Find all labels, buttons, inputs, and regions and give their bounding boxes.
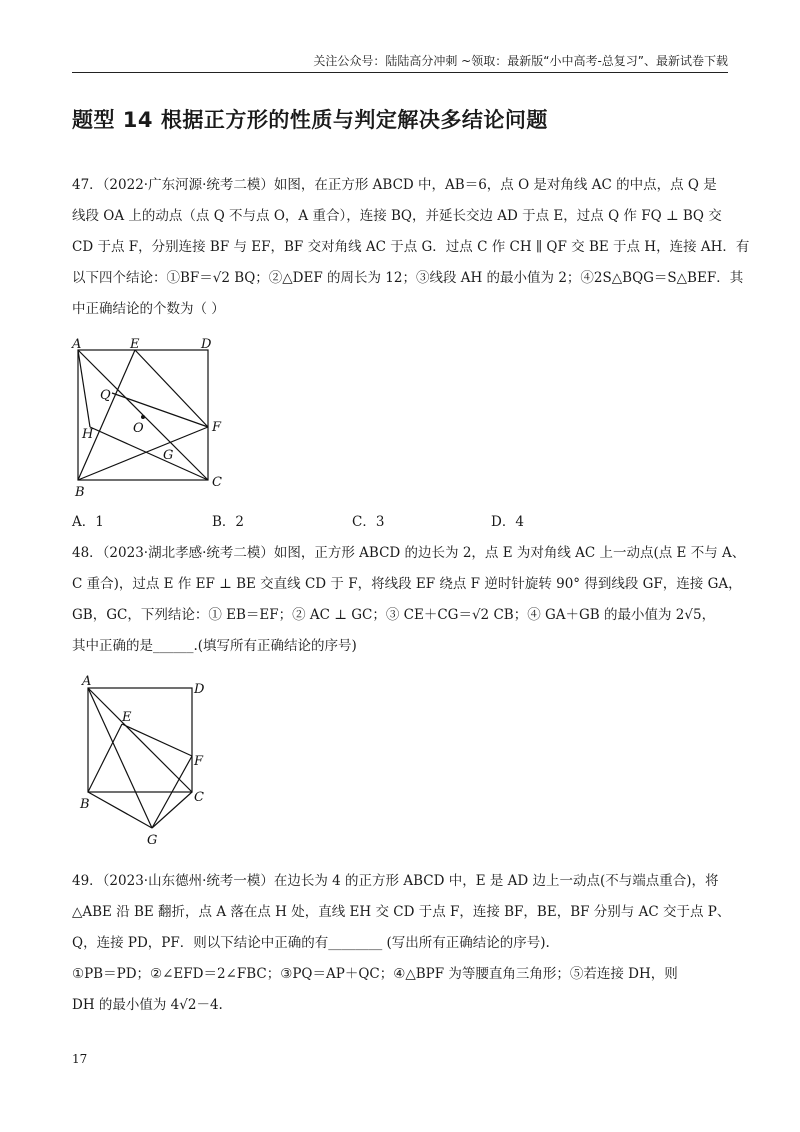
q47-label-f: F: [212, 420, 222, 435]
q48-line-4: 其中正确的是______.(填写所有正确结论的序号): [72, 638, 357, 654]
q47-label-g: G: [163, 448, 174, 463]
q47-line-4: 以下四个结论：①BF＝√2 BQ；②△DEF 的周长为 12；③线段 AH 的最小值为 2；④2S△BQG＝S△BEF．其: [72, 270, 744, 286]
q47-line-1: 47．（2022·广东河源·统考二模）如图，在正方形 ABCD 中，AB＝6，点 O 是对角线 AC 的中点，点 Q 是: [72, 177, 717, 193]
q48-line-1: 48．（2023·湖北孝感·统考二模）如图，正方形 ABCD 的边长为 2，点 E 为对角线 AC 上一动点(点 E 不与 A、: [72, 545, 746, 561]
q49-line-3: Q，连接 PD，PF．则以下结论中正确的有________ (写出所有正确结论的序号).: [72, 935, 550, 951]
q47-label-q: Q: [100, 388, 111, 403]
q48-label-d: D: [194, 682, 205, 697]
question-47: [72, 170, 750, 325]
q48-line-3: GB，GC，下列结论：① EB＝EF；② AC ⊥ GC；③ CE＋CG＝√2 CB；④ GA＋GB 的最小值为 2√5，: [72, 607, 716, 623]
q47-line-5: 中正确结论的个数为（ ）: [72, 301, 225, 317]
q47-label-c: C: [212, 475, 222, 490]
q47-label-e: E: [130, 337, 140, 352]
q47-option-d: D．4: [491, 514, 524, 530]
q47-figure: [62, 330, 252, 505]
q47-center-point: [141, 415, 145, 419]
q48-label-f: F: [194, 754, 204, 769]
q47-option-a: A．1: [72, 514, 104, 530]
q47-line-3: CD 于点 F，分别连接 BF 与 EF，BF 交对角线 AC 于点 G．过点 C 作 CH ∥ QF 交 BE 于点 H，连接 AH．有: [72, 239, 750, 255]
question-49: [72, 866, 731, 1021]
question-48: [72, 538, 746, 662]
q47-label-d: D: [201, 337, 212, 352]
q49-line-1: 49．（2023·山东德州·统考一模）在边长为 4 的正方形 ABCD 中，E 是 AD 边上一动点(不与端点重合)，将: [72, 873, 719, 889]
section-title: 题型 14 根据正方形的性质与判定解决多结论问题: [72, 108, 548, 132]
q48-line-2: C 重合)，过点 E 作 EF ⊥ BE 交直线 CD 于 F，将线段 EF 绕点 F 逆时针旋转 90° 得到线段 GF，连接 GA，: [72, 576, 742, 592]
q48-label-e: E: [122, 710, 132, 725]
page-number: 17: [72, 1052, 88, 1066]
q49-line-2: △ABE 沿 BE 翻折，点 A 落在点 H 处，直线 EH 交 CD 于点 F，连接 BF，BE，BF 分别与 AC 交于点 P、: [72, 904, 731, 920]
q47-label-o: O: [133, 421, 144, 436]
header-divider: [72, 72, 728, 73]
q49-line-4: ①PB＝PD；②∠EFD＝2∠FBC；③PQ＝AP＋QC；④△BPF 为等腰直角三角形；⑤若连接 DH，则: [72, 966, 678, 982]
q48-label-g: G: [147, 833, 158, 848]
q48-figure: [72, 668, 222, 848]
q48-label-b: B: [80, 797, 90, 812]
q47-option-c: C．3: [352, 514, 385, 530]
q48-label-a: A: [82, 674, 92, 689]
q48-label-c: C: [194, 790, 204, 805]
q47-line-2: 线段 OA 上的动点（点 Q 不与点 O，A 重合），连接 BQ，并延长交边 AD 于点 E，过点 Q 作 FQ ⊥ BQ 交: [72, 208, 722, 224]
q47-option-b: B．2: [212, 514, 245, 530]
q47-label-h: H: [82, 427, 94, 442]
q49-line-5: DH 的最小值为 4√2－4.: [72, 997, 223, 1013]
q47-label-b: B: [75, 485, 85, 500]
q47-label-a: A: [72, 337, 82, 352]
page-header: 关注公众号：陆陆高分冲刺 ~领取：最新版“小中高考-总复习”、最新试卷下载: [313, 54, 728, 68]
